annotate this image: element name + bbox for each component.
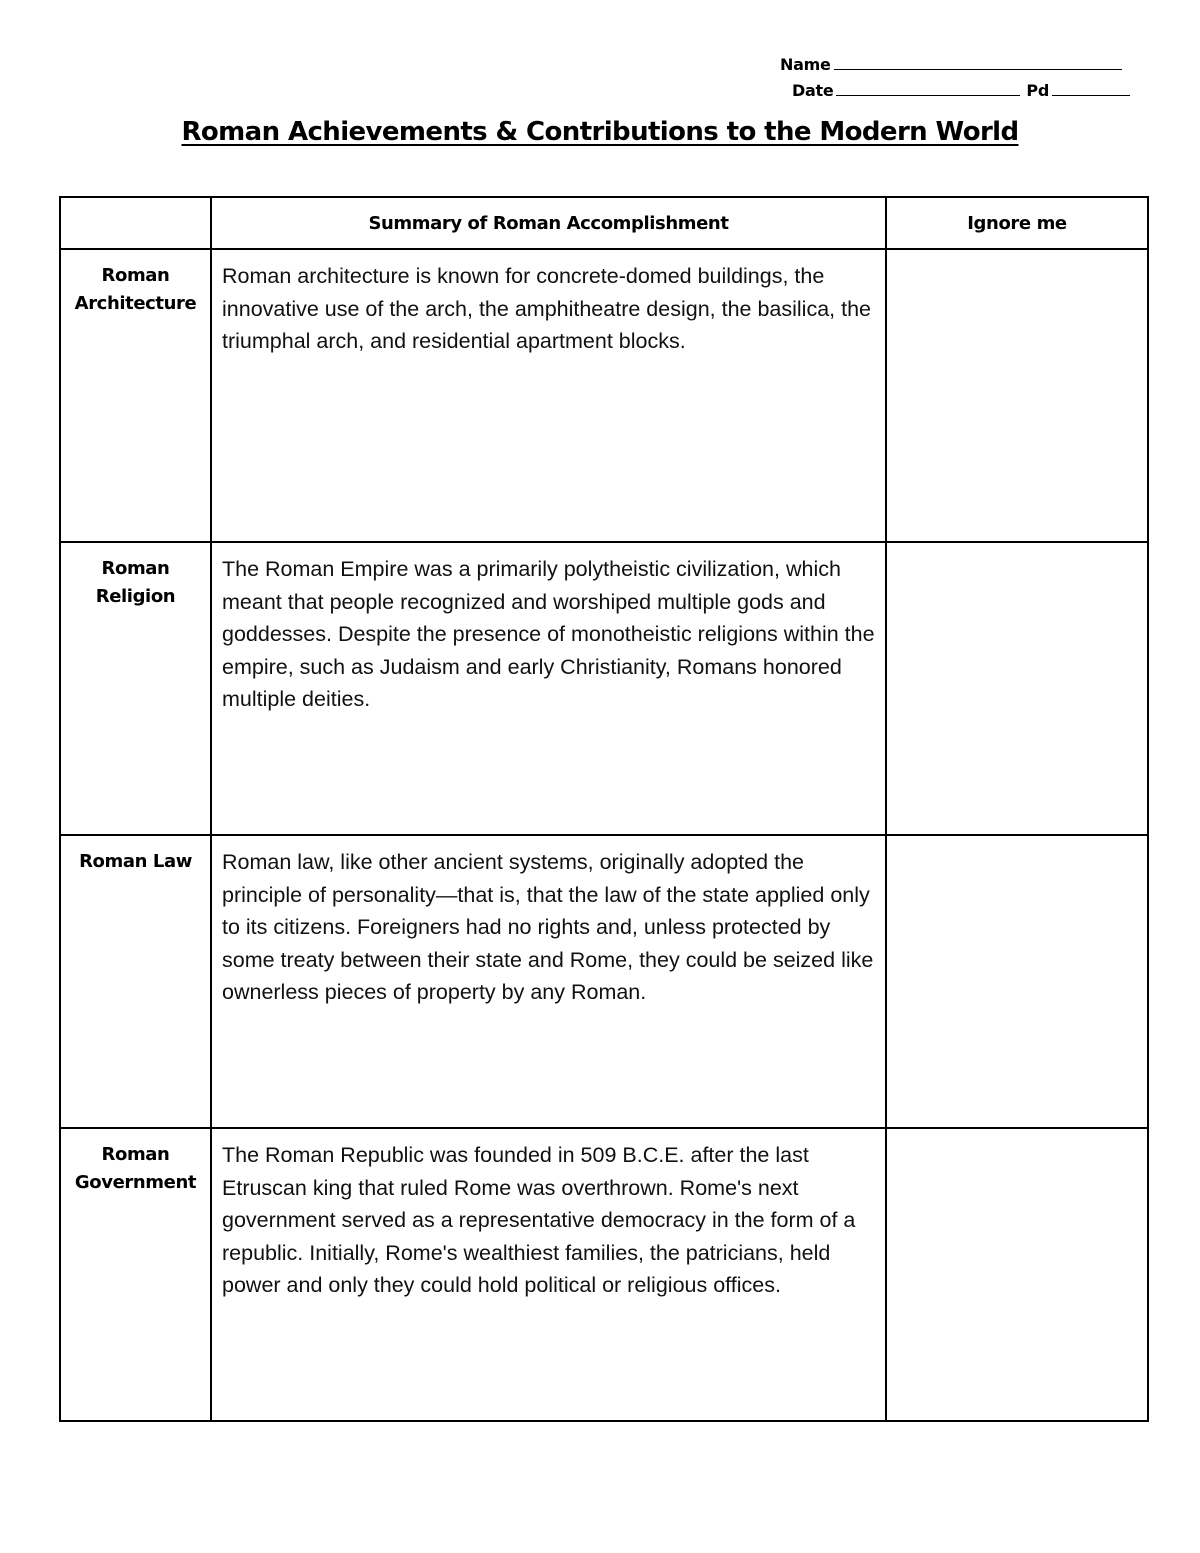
table-header-row — [60, 197, 1148, 249]
name-blank[interactable] — [834, 55, 1122, 70]
column-header-topic — [60, 197, 211, 249]
row-ignore-cell[interactable] — [886, 542, 1148, 835]
date-line — [792, 81, 1130, 100]
name-label: Name — [780, 55, 831, 74]
table-row — [60, 542, 1148, 835]
row-ignore-cell[interactable] — [886, 249, 1148, 542]
date-label: Date — [792, 81, 834, 100]
table-row — [60, 1128, 1148, 1421]
row-topic: Roman Law — [60, 835, 211, 1128]
row-summary: Roman law, like other ancient systems, originally adopted the principle of personality—that is, that the law of the state applied only to its citizens. Foreigners had no rights and, unless protected by some treaty between their state and Rome, they could be seized like ownerless pieces of property by any Roman. — [211, 835, 886, 1128]
page-title: Roman Achievements & Contributions to the Modern World — [181, 117, 1019, 147]
period-blank[interactable] — [1052, 81, 1130, 96]
date-blank[interactable] — [836, 81, 1020, 96]
row-summary: Roman architecture is known for concrete-domed buildings, the innovative use of the arch, the amphitheatre design, the basilica, the triumphal arch, and residential apartment blocks. — [211, 249, 886, 542]
accomplishments-table — [59, 196, 1149, 1422]
row-topic: Roman Religion — [60, 542, 211, 835]
row-ignore-cell[interactable] — [886, 1128, 1148, 1421]
row-topic: Roman Architecture — [60, 249, 211, 542]
column-header-summary: Summary of Roman Accomplishment — [211, 197, 886, 249]
table-row — [60, 249, 1148, 542]
row-summary: The Roman Republic was founded in 509 B.C.E. after the last Etruscan king that ruled Rome was overthrown. Rome's next government served as a representative democracy in the form of a republic. Initially, Rome's wealthiest families, the patricians, held power and only they could hold political or religious offices. — [211, 1128, 886, 1421]
row-topic: Roman Government — [60, 1128, 211, 1421]
period-label: Pd — [1026, 81, 1049, 100]
table-row — [60, 835, 1148, 1128]
name-line — [780, 55, 1122, 74]
row-ignore-cell[interactable] — [886, 835, 1148, 1128]
row-summary: The Roman Empire was a primarily polytheistic civilization, which meant that people recognized and worshiped multiple gods and goddesses. Despite the presence of monotheistic religions within the empire, such as Judaism and early Christianity, Romans honored multiple deities. — [211, 542, 886, 835]
column-header-ignore: Ignore me — [886, 197, 1148, 249]
